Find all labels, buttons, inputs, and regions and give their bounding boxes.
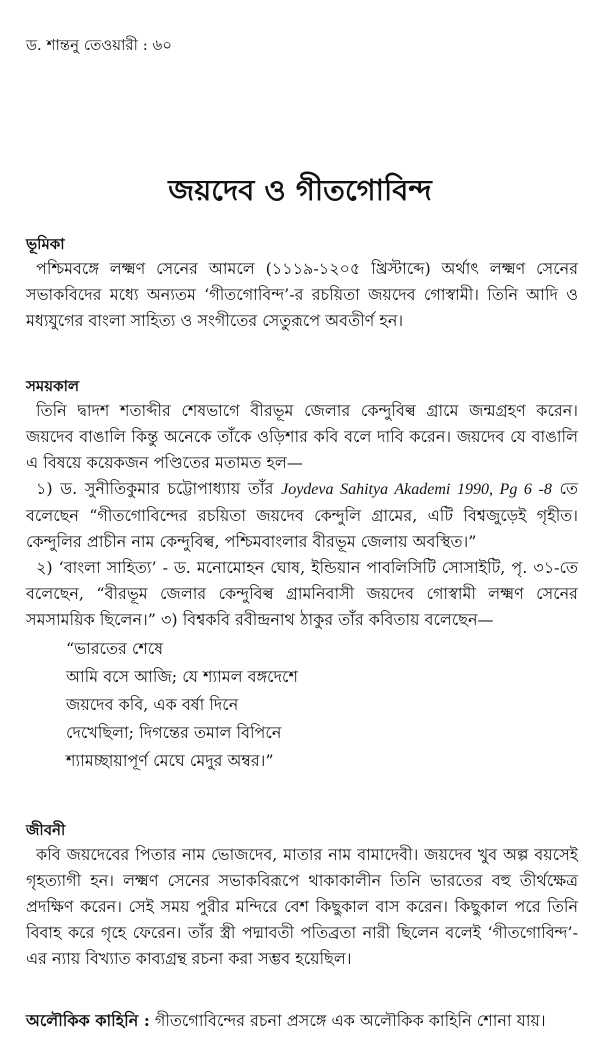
section-intro [26, 232, 578, 334]
period-paragraph-2 [26, 476, 578, 555]
legend-label: অলৌকিক কাহিনি : [26, 1011, 150, 1030]
section-legend [26, 1008, 578, 1034]
citation-suffix: তে বলেছেন “গীতগোবিন্দের রচয়িতা জয়দেব কেন্দুলি গ্রামের, এটি বিশ্বজুড়েই গৃহীত। কেন্দুলির প্রাচীন নাম কেন্দুবিল্ব, পশ্চিমবাংলার বীরভূম জেলায় অবস্থিত।” [26, 479, 579, 551]
section-biography [26, 818, 578, 972]
page-header: ড. শান্তনু তেওয়ারী : ৬০ [26, 36, 173, 54]
citation-italic: Joydeva Sahitya Akademi 1990, Pg 6 -8 [281, 481, 552, 498]
page-title: জয়দেব ও গীতগোবিন্দ [168, 173, 432, 207]
legend-text: গীতগোবিন্দের রচনা প্রসঙ্গে এক অলৌকিক কাহিনি শোনা যায়। [149, 1011, 546, 1030]
poem-line: জয়দেব কবি, এক বর্ষা দিনে [66, 695, 239, 714]
period-heading: সময়কাল [26, 377, 80, 395]
intro-heading: ভূমিকা [26, 235, 65, 253]
poem-line: দেখেছিলা; দিগন্তের তমাল বিপিনে [66, 723, 282, 742]
citation-prefix: ১) ড. সুনীতিকুমার চট্টোপাধ্যায় তাঁর [36, 479, 282, 498]
period-paragraph-3: ২) ‘বাংলা সাহিত্য’ - ড. মনোমোহন ঘোষ, ইন্ডিয়ান পাবলিসিটি সোসাইটি, পৃ. ৩১-তে বলেছেন, “বীরভূম জেলার কেন্দুবিল্ব গ্রামনিবাসী জয়দেব গোস্বামী লক্ষ্মণ সেনের সমসাময়িক ছিলেন।” ৩) বিশ্বকবি রবীন্দ্রনাথ ঠাকুর তাঁর কবিতায় বলেছেন— [26, 558, 578, 629]
legend-paragraph [26, 1008, 578, 1034]
biography-paragraph: কবি জয়দেবের পিতার নাম ভোজদেব, মাতার নাম বামাদেবী। জয়দেব খুব অল্প বয়সেই গৃহত্যাগী হন। লক্ষ্মণ সেনের সভাকবিরূপে থাকাকালীন তিনি ভারতের বহু তীর্থক্ষেত্র প্রদক্ষিণ করেন। সেই সময় পুরীর মন্দিরে বেশ কিছুকাল বাস করেন। কিছুকাল পরে তিনি বিবাহ করে গৃহে ফেরেন। তাঁর স্ত্রী পদ্মাবতী পতিব্রতা নারী ছিলেন বলেই ‘গীতগোবিন্দ’-এর ন্যায় বিখ্যাত কাব্যগ্রন্থ রচনা করা সম্ভব হয়েছিল। [26, 845, 578, 968]
intro-paragraph: পশ্চিমবঙ্গে লক্ষ্মণ সেনের আমলে (১১১৯-১২০৫ খ্রিস্টাব্দে) অর্থাৎ লক্ষ্মণ সেনের সভাকবিদের মধ্যে অন্যতম ‘গীতগোবিন্দ’-র রচয়িতা জয়দেব গোস্বামী। তিনি আদি ও মধ্যযুগের বাংলা সাহিত্য ও সংগীতের সেতুরূপে অবতীর্ণ হন। [26, 259, 578, 330]
poem-quote [66, 635, 578, 775]
section-period [26, 374, 578, 775]
poem-line: আমি বসে আজি; যে শ্যামল বঙ্গদেশে [66, 667, 298, 686]
biography-heading: জীবনী [26, 821, 66, 839]
poem-line: “ভারতের শেষে [66, 639, 164, 658]
period-paragraph-1: তিনি দ্বাদশ শতাব্দীর শেষভাগে বীরভূম জেলার কেন্দুবিল্ব গ্রামে জন্মগ্রহণ করেন। জয়দেব বাঙালি কিন্তু অনেকে তাঁকে ওড়িশার কবি বলে দাবি করেন। জয়দেব যে বাঙালি এ বিষয়ে কয়েকজন পণ্ডিতের মতামত হল— [26, 401, 578, 472]
poem-line: শ্যামচ্ছায়াপূর্ণ মেঘে মেদুর অম্বর।” [66, 751, 274, 770]
